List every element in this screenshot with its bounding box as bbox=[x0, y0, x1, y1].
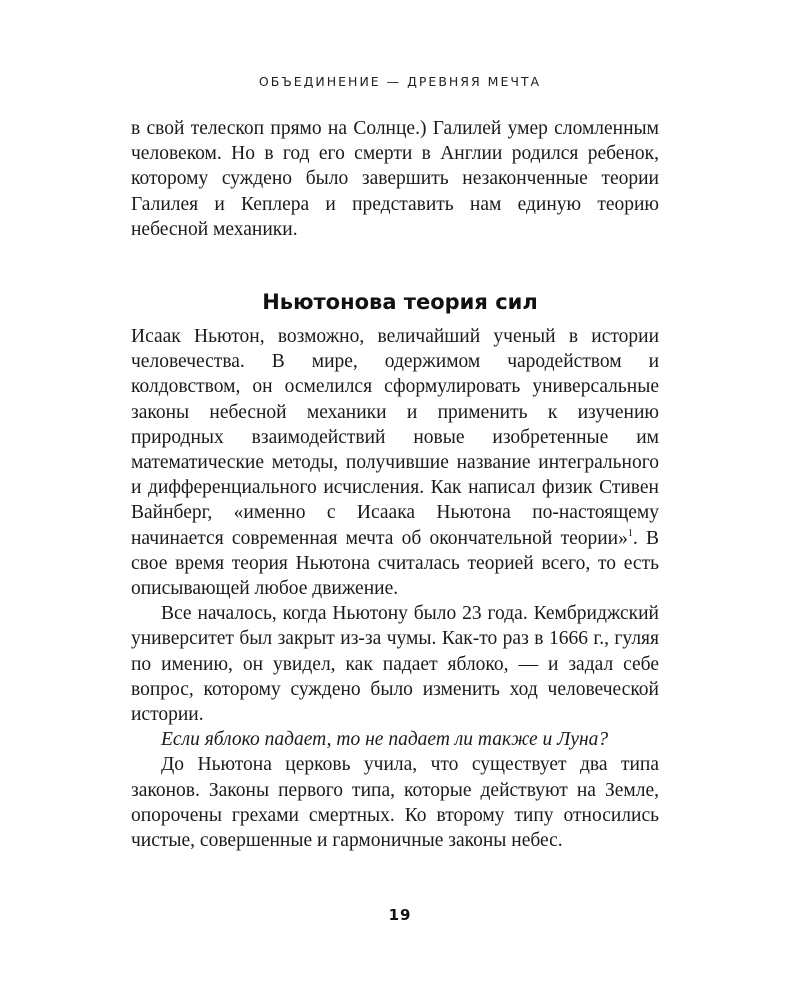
paragraph-apple-question: Если яблоко падает, то не падает ли также и Луна? bbox=[161, 729, 609, 751]
continuation-paragraph: в свой телескоп прямо на Солнце.) Галилей умер сломленным человеком. Но в год его смерти в Англии родился ребенок, которому суждено было завершить незаконченные теории Галилея и Кеплера и представить нам единую теорию небесной механики. bbox=[131, 118, 659, 240]
paragraph-church-laws: До Ньютона церковь учила, что существует два типа законов. Законы первого типа, которые действуют на Земле, опорочены грехами смертных. Ко второму типу относились чистые, совершенные и гармоничные законы небес. bbox=[131, 754, 659, 852]
paragraph-newton-intro bbox=[131, 324, 659, 601]
paragraph-newton-intro-tail: . В свое время теория Ньютона считалась теорией всего, то есть описывающей любое движение. bbox=[131, 527, 659, 600]
paragraph-newton-intro-text: Исаак Ньютон, возможно, величайший ученый в истории человечества. В мире, одержимом чародейством и колдовством, он осмелился сформулировать универсальные законы небесной механики и применить к изучению природных взаимодействий новые изобретенные им математические методы, получившие название интегрального и дифференциального исчисления. Как написал физик Стивен Вайнберг, «именно с Исаака Ньютона по-настоящему начинается современная мечта об окончательной теории» bbox=[131, 326, 659, 549]
running-head: ОБЪЕДИНЕНИЕ — ДРЕВНЯЯ МЕЧТА bbox=[258, 74, 542, 89]
footnote-marker: 1 bbox=[627, 527, 633, 539]
section-body bbox=[131, 324, 659, 853]
section-heading: Ньютонова теория сил bbox=[262, 290, 538, 314]
continuation-text-block bbox=[131, 116, 659, 242]
paragraph-apple-story: Все началось, когда Ньютону было 23 года. Кембриджский университет был закрыт из-за чумы. Как-то раз в 1666 г., гуляя по имению, он увидел, как падает яблоко, — и задал себе вопрос, которому суждено было изменить ход человеческой истории. bbox=[131, 603, 659, 726]
page-number: 19 bbox=[388, 906, 412, 924]
